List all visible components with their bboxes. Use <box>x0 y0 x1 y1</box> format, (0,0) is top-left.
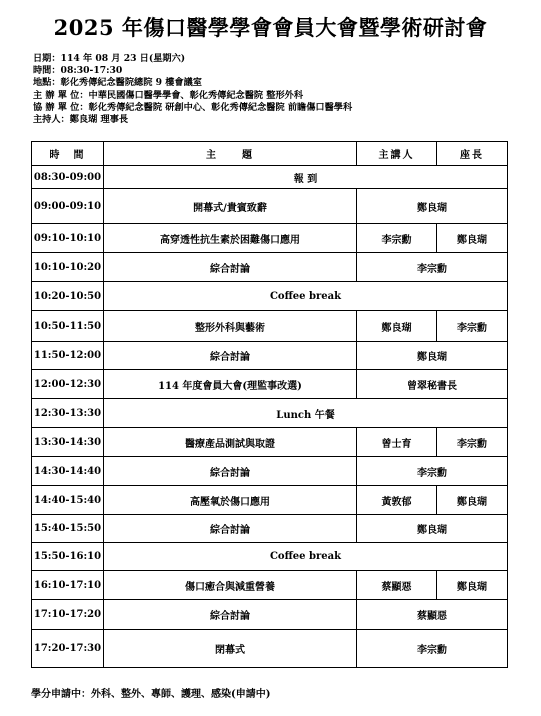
row-time: 17:20-17:30 <box>32 630 104 668</box>
table-row <box>32 571 508 600</box>
table-row <box>32 428 508 457</box>
row-topic: Lunch 午餐 <box>104 399 508 428</box>
row-time: 13:30-14:30 <box>32 428 104 457</box>
row-topic: 高穿透性抗生素於困難傷口應用 <box>104 224 357 253</box>
row-topic: 綜合討論 <box>104 600 357 630</box>
event-host: 主持人：鄭良瑚 理事長 <box>33 114 129 126</box>
table-row <box>32 253 508 282</box>
credit-note: 學分申請中：外科、整外、專師、護理、感染(申請中) <box>31 689 271 700</box>
table-row <box>32 630 508 668</box>
table-row <box>32 342 508 370</box>
row-chair: 李宗勳 <box>437 428 508 457</box>
event-location: 地點：彰化秀傳紀念醫院總院 9 樓會議室 <box>33 77 202 89</box>
event-info <box>33 53 352 126</box>
table-row <box>32 600 508 630</box>
row-speaker: 曾士育 <box>357 428 437 457</box>
header-topic: 主 題 <box>104 142 357 166</box>
row-speaker: 鄭良瑚 <box>357 189 508 224</box>
page-title: 2025 年傷口醫學學會會員大會暨學術研討會 <box>53 15 488 40</box>
row-topic: 報 到 <box>104 166 508 189</box>
row-time: 12:00-12:30 <box>32 370 104 399</box>
row-chair: 鄭良瑚 <box>437 571 508 600</box>
row-time: 16:10-17:10 <box>32 571 104 600</box>
row-speaker: 蔡顯惡 <box>357 571 437 600</box>
table-row <box>32 515 508 543</box>
row-topic: Coffee break <box>104 543 508 571</box>
event-time: 時間：08:30-17:30 <box>33 65 123 77</box>
row-time: 10:10-10:20 <box>32 253 104 282</box>
event-organizer: 主 辦 單 位：中華民國傷口醫學學會、彰化秀傳紀念醫院 整形外科 <box>33 89 304 101</box>
row-speaker: 黃敦郁 <box>357 486 437 515</box>
schedule-body <box>32 166 508 668</box>
row-time: 09:00-09:10 <box>32 189 104 224</box>
row-topic: Coffee break <box>104 282 508 311</box>
row-topic: 整形外科與藝術 <box>104 311 357 342</box>
header-chair: 座長 <box>437 142 508 166</box>
row-time: 10:50-11:50 <box>32 311 104 342</box>
row-time: 10:20-10:50 <box>32 282 104 311</box>
row-topic: 傷口癒合與減重營養 <box>104 571 357 600</box>
row-speaker: 鄭良瑚 <box>357 342 508 370</box>
row-time: 17:10-17:20 <box>32 600 104 630</box>
row-topic: 綜合討論 <box>104 342 357 370</box>
table-row <box>32 543 508 571</box>
row-time: 14:30-14:40 <box>32 457 104 486</box>
table-row <box>32 311 508 342</box>
table-row <box>32 486 508 515</box>
table-row <box>32 399 508 428</box>
row-chair: 鄭良瑚 <box>437 486 508 515</box>
row-topic: 114 年度會員大會(理監事改選) <box>104 370 357 399</box>
header-time: 時 間 <box>32 142 104 166</box>
row-topic: 綜合討論 <box>104 253 357 282</box>
table-row <box>32 189 508 224</box>
table-row <box>32 370 508 399</box>
row-speaker: 鄭良瑚 <box>357 515 508 543</box>
row-chair: 李宗勳 <box>437 311 508 342</box>
row-speaker: 鄭良瑚 <box>357 311 437 342</box>
table-row <box>32 166 508 189</box>
table-row <box>32 282 508 311</box>
table-row <box>32 457 508 486</box>
row-topic: 高壓氧於傷口應用 <box>104 486 357 515</box>
row-speaker: 蔡顯惡 <box>357 600 508 630</box>
event-co-organizer: 協 辦 單 位：彰化秀傳紀念醫院 研創中心、彰化秀傳紀念醫院 前瞻傷口醫學科 <box>33 101 353 113</box>
row-time: 12:30-13:30 <box>32 399 104 428</box>
row-speaker: 曾翠秘書長 <box>357 370 508 399</box>
row-speaker: 李宗勳 <box>357 253 508 282</box>
row-topic: 開幕式/貴賓致辭 <box>104 189 357 224</box>
row-topic: 醫療產品測試與取證 <box>104 428 357 457</box>
row-time: 11:50-12:00 <box>32 342 104 370</box>
table-header-row <box>32 142 508 166</box>
row-time: 14:40-15:40 <box>32 486 104 515</box>
header-speaker: 主講人 <box>357 142 437 166</box>
event-date: 日期：114 年 08 月 23 日(星期六) <box>33 53 186 64</box>
row-time: 15:50-16:10 <box>32 543 104 571</box>
row-speaker: 李宗勳 <box>357 457 508 486</box>
row-time: 15:40-15:50 <box>32 515 104 543</box>
row-time: 09:10-10:10 <box>32 224 104 253</box>
schedule-table <box>31 141 508 668</box>
row-topic: 綜合討論 <box>104 457 357 486</box>
row-chair: 鄭良瑚 <box>437 224 508 253</box>
table-row <box>32 224 508 253</box>
row-speaker: 李宗勳 <box>357 224 437 253</box>
row-topic: 閉幕式 <box>104 630 357 668</box>
row-time: 08:30-09:00 <box>32 166 104 189</box>
row-speaker: 李宗勳 <box>357 630 508 668</box>
row-topic: 綜合討論 <box>104 515 357 543</box>
